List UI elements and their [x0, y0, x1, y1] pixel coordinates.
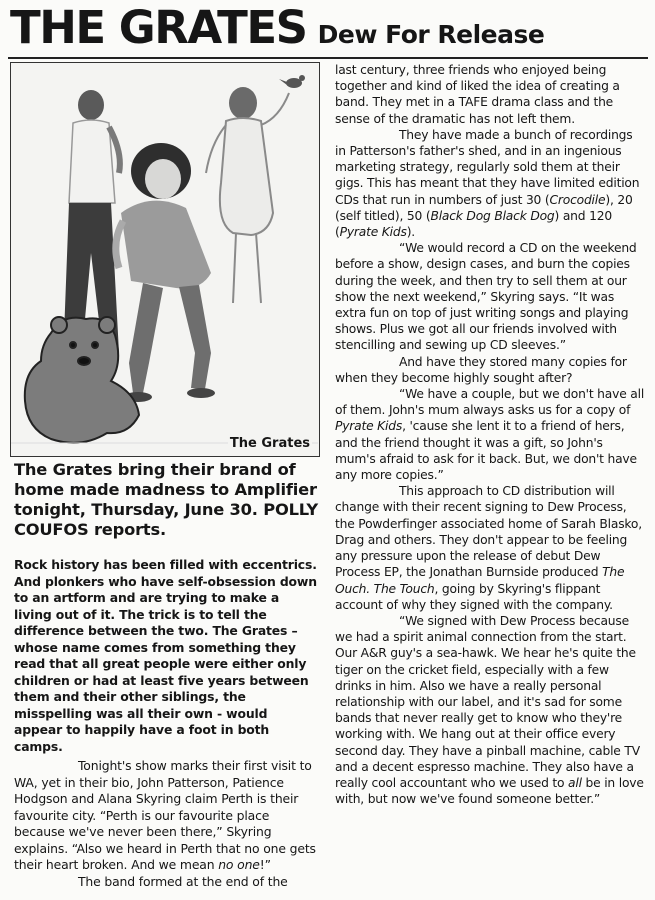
paragraph: And have they stored many copies for when they become highly sought after? [335, 354, 627, 385]
cd-title: Pyrate Kids [339, 225, 407, 240]
right-column-body [335, 62, 645, 807]
paragraph [335, 613, 645, 807]
text-run: , going by Skyring's flippant account of why they signed with the company. [335, 581, 613, 612]
emphasis-text: no one [218, 857, 260, 872]
text-run: Tonight's show marks their first visit to WA, yet in their bio, John Patterson, Patience Hodgson and Alana Skyring claim Perth is their favourite city. “Perth is our favourite place because we've never been there,” Skyring explains. “Also we heard in Perth that no one gets their heart broken. And we mean [14, 758, 316, 872]
text-run: “We have a couple, but we don't have all of them. John's mum always asks us for a copy of [335, 387, 645, 418]
paragraph: The band formed at the end of the [78, 873, 288, 889]
paragraph [14, 758, 318, 874]
text-run: ), 20 (self titled), 50 ( [335, 192, 633, 223]
headline-rule [8, 57, 648, 59]
paragraph [335, 127, 645, 240]
text-run: This approach to CD distribution will change with their recent signing to Dew Process, the Powderfinger associated home of Sarah Blasko, Drag and others. They don't appear to be feeling any pressure upon the release of debut Dew Process EP, the Jonathan Burnside produced [335, 484, 642, 580]
bear-illustration [25, 317, 139, 443]
text-run: ) and 120 ( [335, 208, 612, 240]
ep-title: The Ouch. The Touch [335, 565, 625, 596]
article-headline [10, 2, 650, 56]
headline-subtitle: Dew For Release [317, 20, 545, 49]
paragraph: last century, three friends who enjoyed being together and kind of liked the idea of creating a band. They met in a TAFE drama class and the sense of the dramatic has not left them. [335, 63, 620, 126]
paragraph [335, 483, 645, 613]
text-run: be in love with, but now we've found someone better.” [335, 775, 644, 807]
cd-title: Crocodile [549, 192, 606, 207]
figure-right [206, 87, 289, 303]
article-standfirst: The Grates bring their brand of home made madness to Amplifier tonight, Thursday, June 30. POLLY COUFOS reports. [14, 460, 319, 539]
cd-title: Black Dog Black Dog [430, 208, 555, 223]
text-run: !” [259, 857, 271, 872]
band-photo-illustration [11, 63, 318, 455]
text-run: They have made a bunch of recordings in Patterson's father's shed, and in an ingenious marketing strategy, regularly sold them at their gigs. This has meant that they have limited edition CDs that run in numbers of just 30 ( [335, 127, 640, 207]
text-run: ). [406, 225, 415, 240]
text-run: , 'cause she lent it to a friend of hers, and the friend thought it was a gift, so John's mum's afraid to ask for it back. But, we don't have any more copies.” [335, 419, 637, 483]
bird-icon [279, 75, 305, 88]
figure-center [116, 143, 215, 402]
paragraph: “We would record a CD on the weekend before a show, design cases, and burn the copies during the week, and then try to sell them at our show the next weekend,” Skyring says. “It was extra fun on top of just writing songs and playing shows. Plus we got all our friends involved with stencilling and sewing up CD sleeves.” [335, 241, 637, 353]
photo-caption: The Grates [229, 436, 310, 451]
article-intro: Rock history has been filled with eccentrics. And plonkers who have self-obsession down to an artform and are trying to make a living out of it. The trick is to tell the difference between the two. The Grates – whose name comes from something they read that all great people were either only children or had at least five years between them and their other siblings, the misspelling was all their own - would appear to happily have a foot in both camps. [14, 557, 317, 754]
emphasis-text: all [568, 775, 582, 790]
text-run: “We signed with Dew Process because we had a spirit animal connection from the start. Our A&R guy's a sea-hawk. We hear he's quite the tiger on the cricket field, especially with a few drinks in him. Also we have a really personal relationship with our label, and it's sad for some bands that never really get to know who they're working with. We hang out at their office every second day. They have a pinball machine, cable TV and a decent espresso machine. They also have a really cool accountant who we used to [335, 613, 640, 790]
paragraph [335, 386, 645, 483]
cd-title: Pyrate Kids [335, 419, 403, 434]
headline-band-name: THE GRATES [10, 1, 307, 54]
band-photo [10, 62, 320, 457]
left-column-body [14, 758, 318, 890]
